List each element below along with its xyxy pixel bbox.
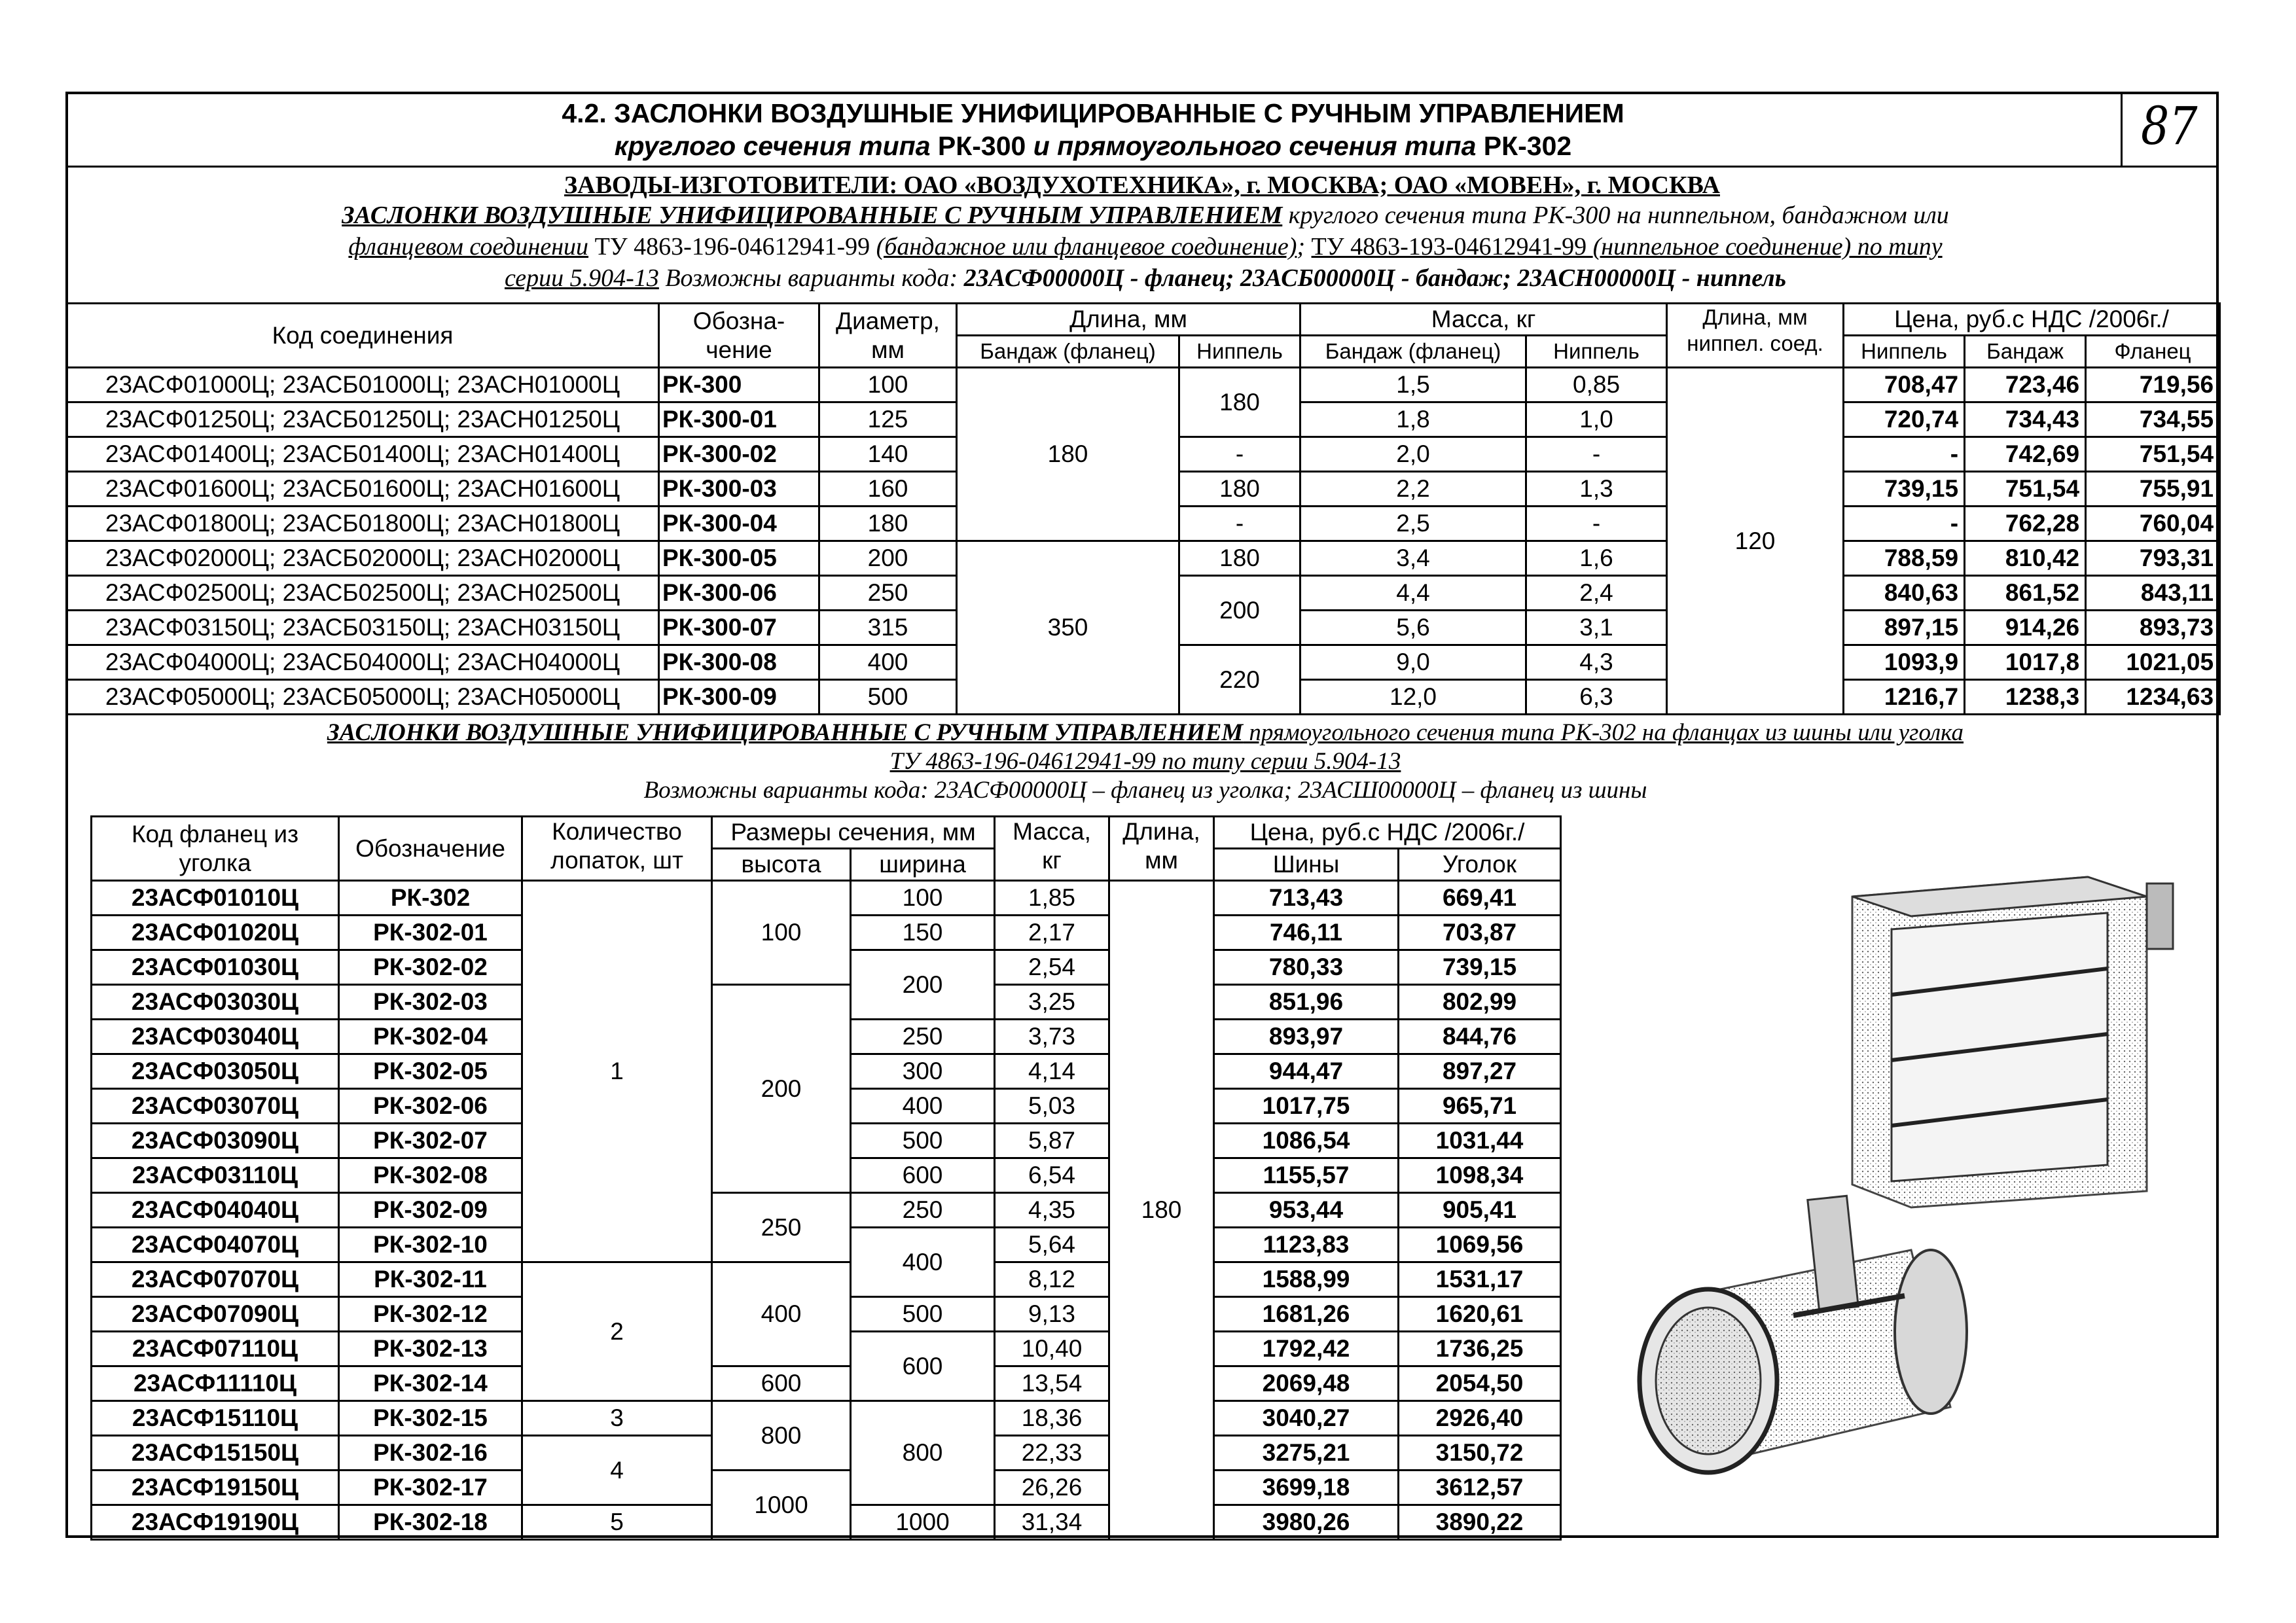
- designation: РК-300-07: [659, 611, 819, 645]
- header2-mass: Масса, кг: [995, 817, 1109, 881]
- price-bus: 1086,54: [1214, 1124, 1399, 1158]
- price-angle: 1620,61: [1399, 1297, 1561, 1332]
- length-nipple: 200: [1179, 576, 1300, 645]
- designation: РК-302: [339, 881, 522, 916]
- mass-band: 3,4: [1300, 541, 1526, 576]
- price-angle: 703,87: [1399, 916, 1561, 950]
- mass: 22,33: [995, 1436, 1109, 1471]
- designation: РК-300: [659, 368, 819, 402]
- mass: 10,40: [995, 1332, 1109, 1366]
- section1-line-1: ЗАСЛОНКИ ВОЗДУШНЫЕ УНИФИЦИРОВАННЫЕ С РУЧНЫМ УПРАВЛЕНИЕМ круглого сечения типа РК-300 на ниппельном, бандажном или: [342, 202, 1949, 229]
- blade-count: 4: [522, 1436, 712, 1505]
- length-band: 180: [957, 368, 1179, 541]
- flange-code: 23АСФ03040Ц: [92, 1020, 339, 1054]
- price-angle: 739,15: [1399, 950, 1561, 985]
- mass-band: 1,5: [1300, 368, 1526, 402]
- header2-length: Длина, мм: [1109, 817, 1214, 881]
- mass: 31,34: [995, 1505, 1109, 1540]
- page-number: 87: [2141, 96, 2198, 156]
- price-nipple: 1216,7: [1844, 680, 1965, 715]
- price-flange: 1021,05: [2086, 645, 2220, 680]
- header-nipple-length: Длина, мм ниппел. соед.: [1667, 304, 1844, 368]
- designation: РК-302-07: [339, 1124, 522, 1158]
- price-angle: 844,76: [1399, 1020, 1561, 1054]
- price-bus: 1792,42: [1214, 1332, 1399, 1366]
- price-angle: 669,41: [1399, 881, 1561, 916]
- header2-price: Цена, руб.с НДС /2006г./: [1214, 817, 1561, 849]
- designation: РК-300-05: [659, 541, 819, 576]
- designation: РК-302-08: [339, 1158, 522, 1193]
- mass-band: 5,6: [1300, 611, 1526, 645]
- header2-width: ширина: [851, 849, 995, 881]
- designation: РК-300-02: [659, 437, 819, 472]
- designation: РК-302-02: [339, 950, 522, 985]
- price-nipple: 788,59: [1844, 541, 1965, 576]
- section-height: 400: [712, 1262, 851, 1366]
- section-width: 800: [851, 1401, 995, 1505]
- mass-band: 9,0: [1300, 645, 1526, 680]
- table-row: [67, 368, 2220, 402]
- mass-nipple: 6,3: [1526, 680, 1667, 715]
- table-row: [92, 1193, 1561, 1228]
- mass-band: 2,0: [1300, 437, 1526, 472]
- page-number-box: [2121, 92, 2219, 168]
- flange-code: 23АСФ19150Ц: [92, 1471, 339, 1505]
- mass: 2,17: [995, 916, 1109, 950]
- mass: 5,87: [995, 1124, 1109, 1158]
- title-line-1: 4.2. ЗАСЛОНКИ ВОЗДУШНЫЕ УНИФИЦИРОВАННЫЕ С РУЧНЫМ УПРАВЛЕНИЕМ: [562, 98, 1624, 128]
- flange-code: 23АСФ07070Ц: [92, 1262, 339, 1297]
- price-nipple: -: [1844, 507, 1965, 541]
- mass: 13,54: [995, 1366, 1109, 1401]
- flange-code: 23АСФ01020Ц: [92, 916, 339, 950]
- header-length-band: Бандаж (фланец): [957, 336, 1179, 368]
- flange-code: 23АСФ03090Ц: [92, 1124, 339, 1158]
- section1-description: [92, 200, 2199, 294]
- header-diameter: Диаметр, мм: [819, 304, 957, 368]
- mass: 2,54: [995, 950, 1109, 985]
- designation: РК-302-01: [339, 916, 522, 950]
- price-bus: 713,43: [1214, 881, 1399, 916]
- diameter: 400: [819, 645, 957, 680]
- designation: РК-302-05: [339, 1054, 522, 1089]
- flange-code: 23АСФ19190Ц: [92, 1505, 339, 1540]
- table-header-row: [67, 304, 2220, 336]
- mass-nipple: 3,1: [1526, 611, 1667, 645]
- section-width: 200: [851, 950, 995, 1020]
- header-length: Длина, мм: [957, 304, 1300, 336]
- price-flange: 719,56: [2086, 368, 2220, 402]
- price-angle: 905,41: [1399, 1193, 1561, 1228]
- diameter: 125: [819, 402, 957, 437]
- price-bus: 1588,99: [1214, 1262, 1399, 1297]
- diameter: 315: [819, 611, 957, 645]
- designation: РК-302-14: [339, 1366, 522, 1401]
- diameter: 200: [819, 541, 957, 576]
- price-angle: 3150,72: [1399, 1436, 1561, 1471]
- price-angle: 1098,34: [1399, 1158, 1561, 1193]
- price-nipple: 720,74: [1844, 402, 1965, 437]
- connection-code: 23АСФ03150Ц; 23АСБ03150Ц; 23АСН03150Ц: [67, 611, 659, 645]
- header-mass: Масса, кг: [1300, 304, 1667, 336]
- table-row: [67, 541, 2220, 576]
- mass-nipple: 4,3: [1526, 645, 1667, 680]
- section-width: 600: [851, 1332, 995, 1401]
- designation: РК-302-12: [339, 1297, 522, 1332]
- diameter: 250: [819, 576, 957, 611]
- price-band: 1017,8: [1965, 645, 2086, 680]
- header2-price-angle: Уголок: [1399, 849, 1561, 881]
- table-rk300-body: [67, 304, 2220, 715]
- price-band: 762,28: [1965, 507, 2086, 541]
- price-band: 723,46: [1965, 368, 2086, 402]
- section-width: 100: [851, 881, 995, 916]
- price-band: 742,69: [1965, 437, 2086, 472]
- length-nipple: -: [1179, 437, 1300, 472]
- section-width: 250: [851, 1193, 995, 1228]
- header-designation: Обозна- чение: [659, 304, 819, 368]
- designation: РК-300-03: [659, 472, 819, 507]
- section-height: 800: [712, 1401, 851, 1471]
- price-bus: 1681,26: [1214, 1297, 1399, 1332]
- flange-code: 23АСФ03110Ц: [92, 1158, 339, 1193]
- blade-count: 1: [522, 881, 712, 1262]
- nipple-length: 120: [1667, 368, 1844, 715]
- price-angle: 1069,56: [1399, 1228, 1561, 1262]
- header2-blades: Количество лопаток, шт: [522, 817, 712, 881]
- round-damper-icon: [1597, 1171, 2029, 1486]
- price-bus: 1017,75: [1214, 1089, 1399, 1124]
- mass: 8,12: [995, 1262, 1109, 1297]
- header-price-flange: Фланец: [2086, 336, 2220, 368]
- flange-code: 23АСФ01010Ц: [92, 881, 339, 916]
- connection-code: 23АСФ01800Ц; 23АСБ01800Ц; 23АСН01800Ц: [67, 507, 659, 541]
- length-nipple: 180: [1179, 472, 1300, 507]
- diameter: 160: [819, 472, 957, 507]
- mass: 4,14: [995, 1054, 1109, 1089]
- length-nipple: 180: [1179, 368, 1300, 437]
- price-band: 734,43: [1965, 402, 2086, 437]
- table-row: [92, 1401, 1561, 1436]
- length-nipple: 180: [1179, 541, 1300, 576]
- flange-code: 23АСФ15110Ц: [92, 1401, 339, 1436]
- section-width: 150: [851, 916, 995, 950]
- header2-designation: Обозначение: [339, 817, 522, 881]
- price-bus: 3275,21: [1214, 1436, 1399, 1471]
- page-title: [65, 92, 2121, 168]
- designation: РК-302-13: [339, 1332, 522, 1366]
- mass: 9,13: [995, 1297, 1109, 1332]
- mass-nipple: -: [1526, 507, 1667, 541]
- table2-header-row: [92, 817, 1561, 849]
- header-mass-band: Бандаж (фланец): [1300, 336, 1526, 368]
- designation: РК-300-08: [659, 645, 819, 680]
- mass-band: 12,0: [1300, 680, 1526, 715]
- section2-line-3: Возможны варианты кода: 23АСФ00000Ц – фланец из уголка; 23АСШ00000Ц – фланец из шины: [643, 777, 1647, 804]
- mass-nipple: 1,3: [1526, 472, 1667, 507]
- section-width: 600: [851, 1158, 995, 1193]
- price-angle: 1031,44: [1399, 1124, 1561, 1158]
- header2-code: Код фланец из уголка: [92, 817, 339, 881]
- flange-code: 23АСФ03050Ц: [92, 1054, 339, 1089]
- price-flange: 751,54: [2086, 437, 2220, 472]
- mass-nipple: 2,4: [1526, 576, 1667, 611]
- price-band: 751,54: [1965, 472, 2086, 507]
- mass-nipple: -: [1526, 437, 1667, 472]
- section2-line-1: ЗАСЛОНКИ ВОЗДУШНЫЕ УНИФИЦИРОВАННЫЕ С РУЧНЫМ УПРАВЛЕНИЕМ прямоугольного сечения типа РК-302 на фланцах из шины или уголка: [327, 719, 1964, 746]
- designation: РК-302-06: [339, 1089, 522, 1124]
- header-length-nipple: Ниппель: [1179, 336, 1300, 368]
- table-row: [92, 1262, 1561, 1297]
- price-nipple: 897,15: [1844, 611, 1965, 645]
- price-band: 914,26: [1965, 611, 2086, 645]
- mass: 3,25: [995, 985, 1109, 1020]
- price-bus: 851,96: [1214, 985, 1399, 1020]
- flange-code: 23АСФ07110Ц: [92, 1332, 339, 1366]
- manufacturers-line: ЗАВОДЫ-ИЗГОТОВИТЕЛИ: ОАО «ВОЗДУХОТЕХНИКА», г. МОСКВА; ОАО «МОВЕН», г. МОСКВА: [564, 171, 1720, 199]
- section2-line-2: ТУ 4863-196-04612941-99 по типу серии 5.904-13: [889, 748, 1401, 775]
- price-bus: 953,44: [1214, 1193, 1399, 1228]
- price-flange: 843,11: [2086, 576, 2220, 611]
- mass: 6,54: [995, 1158, 1109, 1193]
- price-bus: 893,97: [1214, 1020, 1399, 1054]
- mass-band: 2,2: [1300, 472, 1526, 507]
- rectangular-damper-icon: [1793, 851, 2199, 1217]
- section-height: 100: [712, 881, 851, 985]
- length-nipple: -: [1179, 507, 1300, 541]
- price-nipple: 1093,9: [1844, 645, 1965, 680]
- section-height: 1000: [712, 1471, 851, 1540]
- mass: 5,03: [995, 1089, 1109, 1124]
- price-angle: 802,99: [1399, 985, 1561, 1020]
- designation: РК-302-17: [339, 1471, 522, 1505]
- connection-code: 23АСФ01400Ц; 23АСБ01400Ц; 23АСН01400Ц: [67, 437, 659, 472]
- connection-code: 23АСФ01250Ц; 23АСБ01250Ц; 23АСН01250Ц: [67, 402, 659, 437]
- section2-description: [92, 719, 2199, 805]
- blade-count: 2: [522, 1262, 712, 1401]
- section1-line-3: серии 5.904-13 Возможны варианты кода: 23АСФ00000Ц - фланец; 23АСБ00000Ц - бандаж; 23АСН00000Ц - ниппель: [504, 264, 1787, 292]
- price-bus: 3040,27: [1214, 1401, 1399, 1436]
- mass-band: 4,4: [1300, 576, 1526, 611]
- price-bus: 3699,18: [1214, 1471, 1399, 1505]
- price-band: 810,42: [1965, 541, 2086, 576]
- price-bus: 2069,48: [1214, 1366, 1399, 1401]
- price-angle: 2054,50: [1399, 1366, 1561, 1401]
- price-bus: 780,33: [1214, 950, 1399, 985]
- price-bus: 1155,57: [1214, 1158, 1399, 1193]
- designation: РК-302-03: [339, 985, 522, 1020]
- price-flange: 793,31: [2086, 541, 2220, 576]
- section-width: 400: [851, 1089, 995, 1124]
- designation: РК-300-04: [659, 507, 819, 541]
- price-band: 861,52: [1965, 576, 2086, 611]
- price-nipple: 840,63: [1844, 576, 1965, 611]
- connection-code: 23АСФ01600Ц; 23АСБ01600Ц; 23АСН01600Ц: [67, 472, 659, 507]
- mass: 4,35: [995, 1193, 1109, 1228]
- price-bus: 3980,26: [1214, 1505, 1399, 1540]
- table-rk302-body: [92, 817, 1561, 1540]
- mass: 18,36: [995, 1401, 1109, 1436]
- flange-code: 23АСФ15150Ц: [92, 1436, 339, 1471]
- header2-section: Размеры сечения, мм: [712, 817, 995, 849]
- table-rk300: [65, 302, 2221, 715]
- mass-nipple: 1,0: [1526, 402, 1667, 437]
- length: 180: [1109, 881, 1214, 1540]
- section1-line-2: фланцевом соединении ТУ 4863-196-04612941-99 (бандажное или фланцевое соединение); ТУ 4863-193-04612941-99 (ниппельное соединение) по типу: [348, 233, 1943, 260]
- price-band: 1238,3: [1965, 680, 2086, 715]
- price-flange: 755,91: [2086, 472, 2220, 507]
- price-flange: 1234,63: [2086, 680, 2220, 715]
- table-row: [92, 881, 1561, 916]
- price-nipple: -: [1844, 437, 1965, 472]
- designation: РК-302-11: [339, 1262, 522, 1297]
- mass: 5,64: [995, 1228, 1109, 1262]
- designation: РК-300-01: [659, 402, 819, 437]
- connection-code: 23АСФ02500Ц; 23АСБ02500Ц; 23АСН02500Ц: [67, 576, 659, 611]
- designation: РК-302-04: [339, 1020, 522, 1054]
- mass-nipple: 1,6: [1526, 541, 1667, 576]
- designation: РК-300-09: [659, 680, 819, 715]
- price-angle: 3612,57: [1399, 1471, 1561, 1505]
- section-height: 600: [712, 1366, 851, 1401]
- section-width: 300: [851, 1054, 995, 1089]
- section-width: 250: [851, 1020, 995, 1054]
- flange-code: 23АСФ03070Ц: [92, 1089, 339, 1124]
- header-price-band: Бандаж: [1965, 336, 2086, 368]
- table-row: [92, 1366, 1561, 1401]
- flange-code: 23АСФ01030Ц: [92, 950, 339, 985]
- price-angle: 2926,40: [1399, 1401, 1561, 1436]
- flange-code: 23АСФ07090Ц: [92, 1297, 339, 1332]
- designation: РК-302-10: [339, 1228, 522, 1262]
- price-angle: 1531,17: [1399, 1262, 1561, 1297]
- mass-band: 2,5: [1300, 507, 1526, 541]
- connection-code: 23АСФ05000Ц; 23АСБ05000Ц; 23АСН05000Ц: [67, 680, 659, 715]
- blade-count: 3: [522, 1401, 712, 1436]
- section-height: 200: [712, 985, 851, 1193]
- price-flange: 893,73: [2086, 611, 2220, 645]
- connection-code: 23АСФ02000Ц; 23АСБ02000Ц; 23АСН02000Ц: [67, 541, 659, 576]
- section-width: 500: [851, 1124, 995, 1158]
- title-line-2: круглого сечения типа РК-300 и прямоугольного сечения типа РК-302: [614, 131, 1572, 161]
- flange-code: 23АСФ04070Ц: [92, 1228, 339, 1262]
- header2-price-bus: Шины: [1214, 849, 1399, 881]
- designation: РК-302-15: [339, 1401, 522, 1436]
- blade-count: 5: [522, 1505, 712, 1540]
- diameter: 500: [819, 680, 957, 715]
- section-width: 500: [851, 1297, 995, 1332]
- table-rk302: [90, 815, 1562, 1541]
- price-angle: 1736,25: [1399, 1332, 1561, 1366]
- price-angle: 897,27: [1399, 1054, 1561, 1089]
- mass: 26,26: [995, 1471, 1109, 1505]
- section-width: 400: [851, 1228, 995, 1297]
- header-mass-nipple: Ниппель: [1526, 336, 1667, 368]
- mass-band: 1,8: [1300, 402, 1526, 437]
- flange-code: 23АСФ11110Ц: [92, 1366, 339, 1401]
- price-bus: 1123,83: [1214, 1228, 1399, 1262]
- flange-code: 23АСФ04040Ц: [92, 1193, 339, 1228]
- header-price: Цена, руб.с НДС /2006г./: [1844, 304, 2220, 336]
- connection-code: 23АСФ01000Ц; 23АСБ01000Ц; 23АСН01000Ц: [67, 368, 659, 402]
- connection-code: 23АСФ04000Ц; 23АСБ04000Ц; 23АСН04000Ц: [67, 645, 659, 680]
- length-band: 350: [957, 541, 1179, 715]
- price-angle: 3890,22: [1399, 1505, 1561, 1540]
- designation: РК-302-16: [339, 1436, 522, 1471]
- section-width: 1000: [851, 1505, 995, 1540]
- price-bus: 944,47: [1214, 1054, 1399, 1089]
- designation: РК-302-09: [339, 1193, 522, 1228]
- table-row: [92, 985, 1561, 1020]
- designation: РК-302-18: [339, 1505, 522, 1540]
- mass: 1,85: [995, 881, 1109, 916]
- header-price-nipple: Ниппель: [1844, 336, 1965, 368]
- price-bus: 746,11: [1214, 916, 1399, 950]
- mass: 3,73: [995, 1020, 1109, 1054]
- section-height: 250: [712, 1193, 851, 1262]
- diameter: 100: [819, 368, 957, 402]
- price-nipple: 739,15: [1844, 472, 1965, 507]
- table-row: [92, 1471, 1561, 1505]
- flange-code: 23АСФ03030Ц: [92, 985, 339, 1020]
- price-flange: 760,04: [2086, 507, 2220, 541]
- diameter: 180: [819, 507, 957, 541]
- length-nipple: 220: [1179, 645, 1300, 715]
- price-angle: 965,71: [1399, 1089, 1561, 1124]
- designation: РК-300-06: [659, 576, 819, 611]
- header-code: Код соединения: [67, 304, 659, 368]
- mass-nipple: 0,85: [1526, 368, 1667, 402]
- price-flange: 734,55: [2086, 402, 2220, 437]
- diameter: 140: [819, 437, 957, 472]
- price-nipple: 708,47: [1844, 368, 1965, 402]
- header2-height: высота: [712, 849, 851, 881]
